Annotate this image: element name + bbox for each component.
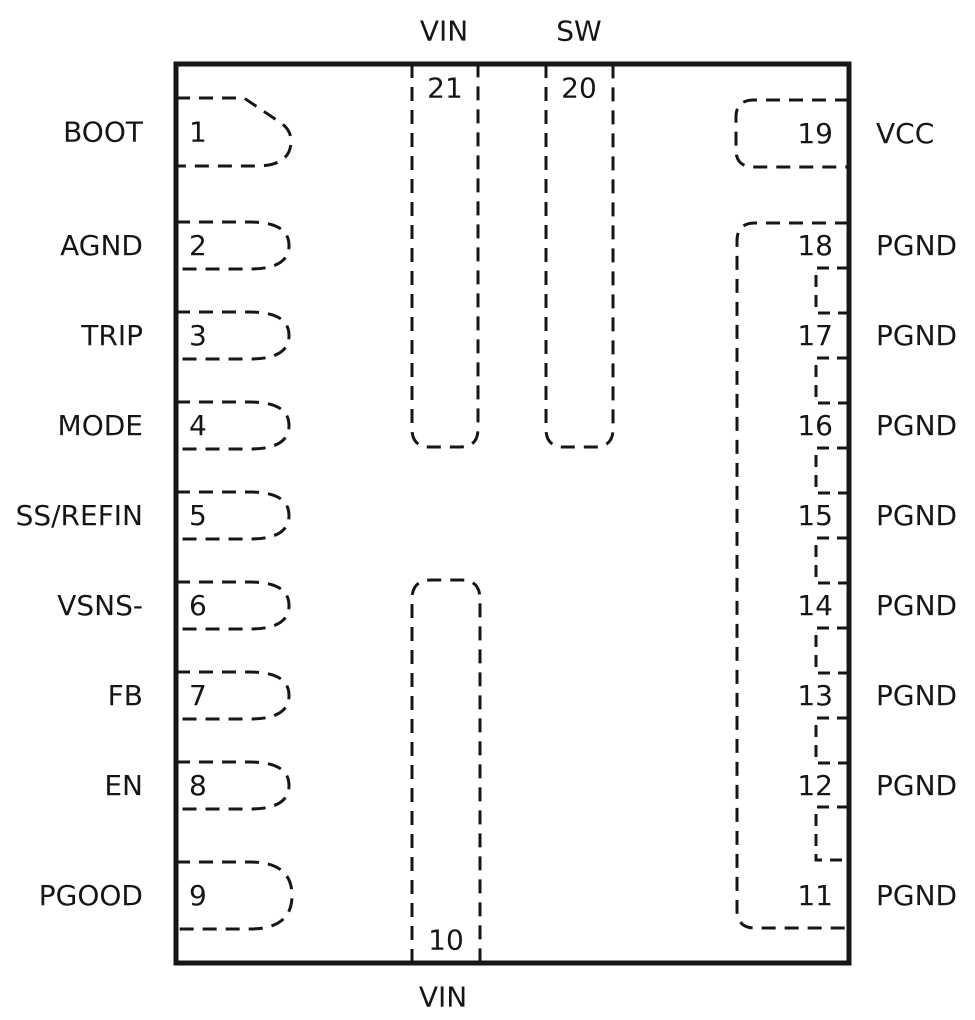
right-pin-14-number: 14: [797, 589, 833, 622]
top-pin-20-pad: [546, 64, 613, 447]
left-pin-8-number: 8: [189, 769, 207, 802]
pgnd-notch-18-17: [816, 268, 849, 313]
bottom-pin-10-number: 10: [428, 923, 464, 957]
pgnd-notch-13-12: [816, 718, 849, 763]
top-pin-20-label: SW: [556, 14, 602, 48]
right-pin-18-number: 18: [797, 229, 833, 262]
left-pin-6-label: VSNS-: [57, 589, 143, 622]
right-pin-18-label: PGND: [876, 229, 958, 262]
right-pin-13-label: PGND: [876, 679, 958, 712]
top-pin-20-number: 20: [561, 71, 597, 105]
left-pin-9-number: 9: [189, 879, 207, 912]
right-pin-15-number: 15: [797, 499, 833, 532]
right-pin-11-number: 11: [797, 879, 833, 912]
right-pin-17-label: PGND: [876, 319, 958, 352]
right-pin-16-number: 16: [797, 409, 833, 442]
left-pin-4-label: MODE: [57, 409, 143, 442]
top-pin-21-label: VIN: [419, 14, 469, 48]
pgnd-notch-12-11: [816, 807, 849, 860]
right-pin-19-number: 19: [797, 117, 833, 150]
right-pin-15-label: PGND: [876, 499, 958, 532]
bottom-pin-10-label: VIN: [418, 980, 468, 1014]
pgnd-notch-14-13: [816, 628, 849, 673]
left-pin-1-label: BOOT: [63, 115, 143, 149]
right-pin-16-label: PGND: [876, 409, 958, 442]
right-pin-11-label: PGND: [876, 879, 958, 912]
left-pin-6-number: 6: [189, 589, 207, 622]
left-pin-7-number: 7: [189, 679, 207, 712]
pgnd-notch-15-14: [816, 538, 849, 583]
left-pin-9-label: PGOOD: [38, 879, 143, 912]
pgnd-notch-17-16: [816, 358, 849, 403]
right-pin-12-number: 12: [797, 769, 833, 802]
left-pin-8-label: EN: [104, 769, 143, 802]
top-pin-21-number: 21: [427, 71, 463, 105]
left-pin-1-number: 1: [189, 115, 207, 149]
pgnd-notch-16-15: [816, 448, 849, 493]
top-pin-21-pad: [412, 64, 478, 447]
left-pin-4-number: 4: [189, 409, 207, 442]
left-pin-2-number: 2: [189, 229, 207, 262]
left-pin-5-number: 5: [189, 499, 207, 532]
package-outline: [176, 64, 849, 963]
left-pin-5-label: SS/REFIN: [15, 499, 143, 532]
left-pin-7-label: FB: [107, 679, 143, 712]
bottom-pin-10-pad: [412, 580, 480, 963]
right-pin-17-number: 17: [797, 319, 833, 352]
left-pin-3-number: 3: [189, 319, 207, 352]
right-pin-13-number: 13: [797, 679, 833, 712]
right-pin-19-label: VCC: [876, 117, 935, 150]
left-pin-2-label: AGND: [60, 229, 143, 262]
left-pin-3-label: TRIP: [81, 319, 143, 352]
right-pin-12-label: PGND: [876, 769, 958, 802]
right-pin-14-label: PGND: [876, 589, 958, 622]
